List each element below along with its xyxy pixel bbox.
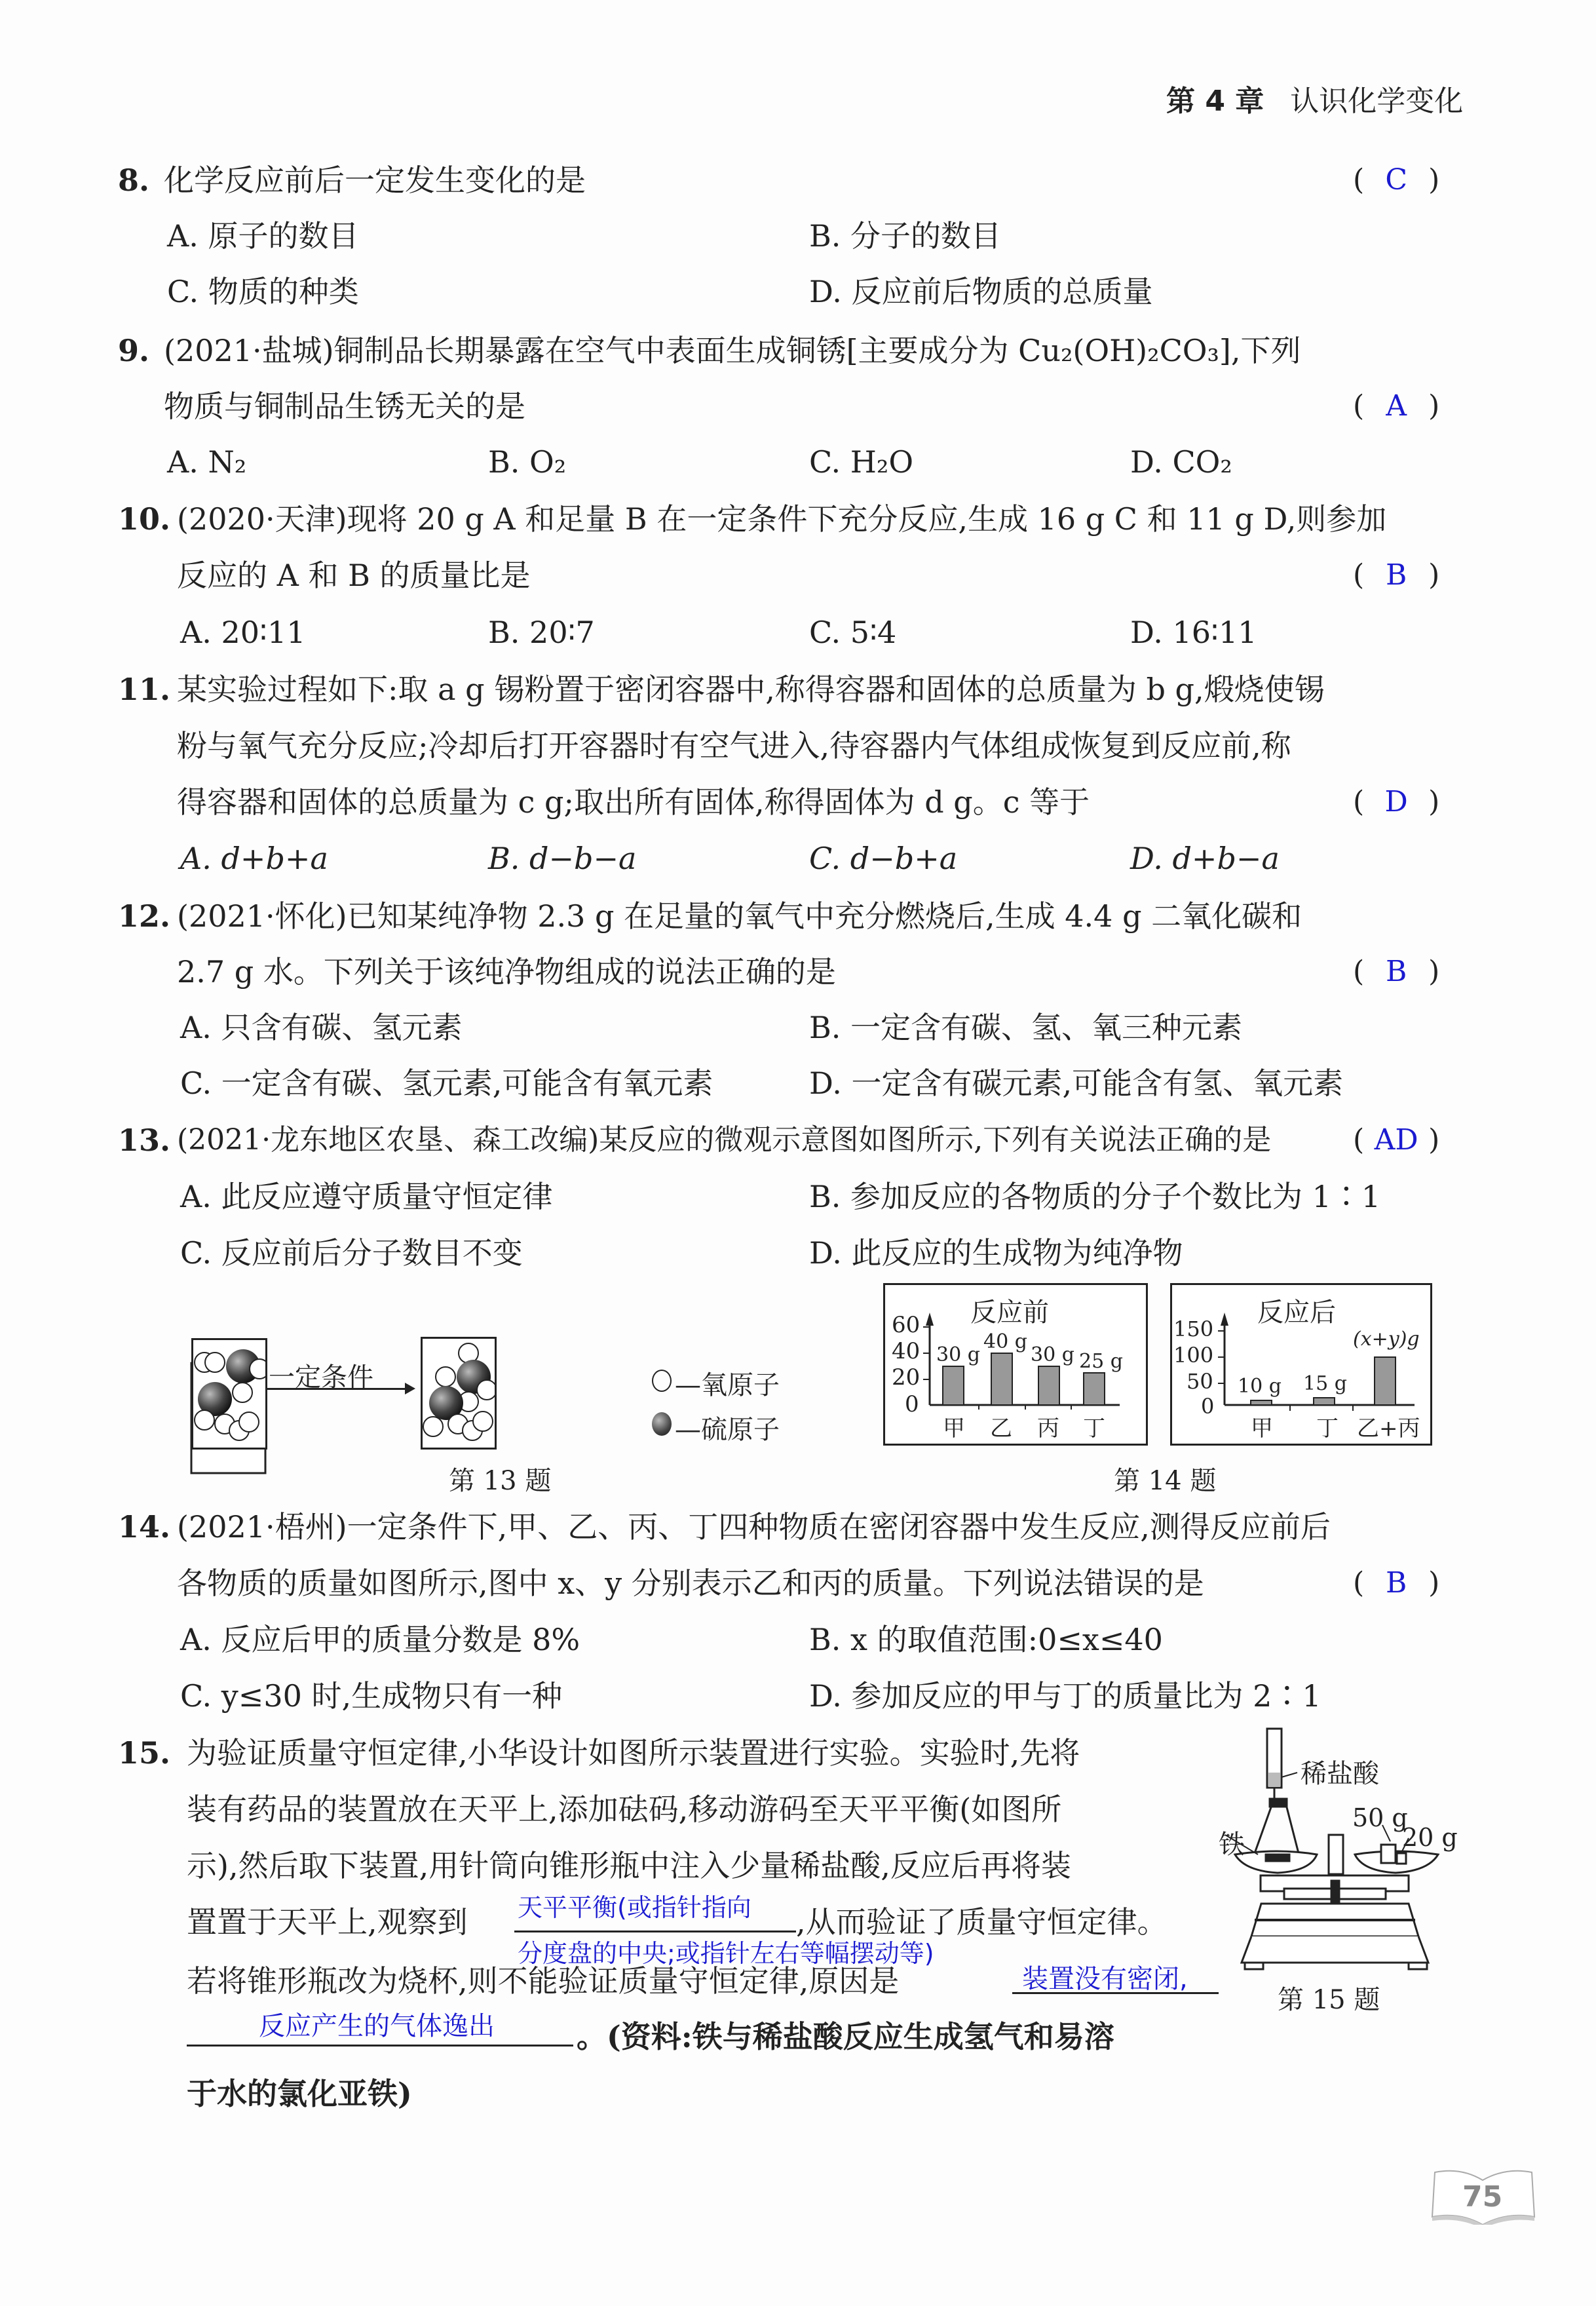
- answer-value: B: [1385, 1566, 1407, 1600]
- question-text: 示),然后取下装置,用针筒向锥形瓶中注入少量稀盐酸,反应后再将装: [187, 1848, 1071, 1883]
- question-text: 置置于天平上,观察到: [187, 1904, 468, 1940]
- option-c: C. H₂O: [809, 444, 914, 480]
- option-b: B. 分子的数目: [809, 218, 1002, 254]
- svg-text:20: 20: [892, 1364, 921, 1391]
- question-stem: 各物质的质量如图所示,图中 x、y 分别表示乙和丙的质量。下列说法错误的是: [177, 1566, 1204, 1601]
- answer-value: B: [1385, 558, 1407, 592]
- answer-value: A: [1386, 389, 1407, 423]
- page-number-badge: [1428, 2166, 1540, 2225]
- arrow-head-icon: [405, 1383, 415, 1394]
- option-d: D. 反应前后物质的总质量: [809, 274, 1153, 309]
- option-d: D. 一定含有碳元素,可能含有氢、氧元素: [809, 1066, 1344, 1101]
- option-b: B. 一定含有碳、氢、氧三种元素: [809, 1010, 1243, 1045]
- question-stem: 得容器和固体的总质量为 c g;取出所有固体,称得固体为 d g。c 等于: [177, 784, 1090, 820]
- answer-blank-2: [1012, 1992, 1219, 1994]
- before-reaction-box: [191, 1338, 267, 1450]
- svg-text:丁: 丁: [1083, 1415, 1105, 1442]
- question-text: 为验证质量守恒定律,小华设计如图所示装置进行实验。实验时,先将: [187, 1735, 1080, 1771]
- label-weight-50g: 50 g: [1352, 1803, 1408, 1832]
- question-text: 装有药品的装置放在天平上,添加砝码,移动游码至天平平衡(如图所: [187, 1792, 1062, 1827]
- bar-chart-after: [1172, 1285, 1430, 1444]
- answer-blank-1-line1: 天平平衡(或指针指向: [518, 1893, 751, 1922]
- legend-sulfur: —硫原子: [675, 1415, 780, 1445]
- option-d: D. 16∶11: [1130, 615, 1257, 650]
- bar-chart-before: [885, 1285, 1146, 1444]
- option-c: C. 5∶4: [809, 615, 897, 650]
- svg-text:(x+y)g: (x+y)g: [1353, 1328, 1420, 1351]
- question-stem: (2021·怀化)已知某纯净物 2.3 g 在足量的氧气中充分燃烧后,生成 4.4 g 二氧化碳和: [177, 898, 1302, 934]
- chart-title: 反应后: [1257, 1297, 1336, 1328]
- option-b: B. O₂: [488, 444, 567, 480]
- question-stem: (2021·梧州)一定条件下,甲、乙、丙、丁四种物质在密闭容器中发生反应,测得反应前后: [177, 1509, 1331, 1545]
- answer-bracket: ( AD ): [1353, 1121, 1439, 1160]
- svg-text:乙: 乙: [990, 1415, 1012, 1442]
- label-dilute-hcl: 稀盐酸: [1301, 1759, 1379, 1789]
- svg-text:乙+丙: 乙+丙: [1357, 1415, 1420, 1442]
- legend-oxygen: —氧原子: [675, 1370, 780, 1400]
- molecules-before: [193, 1340, 265, 1448]
- question-number: 8.: [118, 163, 150, 198]
- option-d: D. 参加反应的甲与丁的质量比为 2∶1: [809, 1678, 1321, 1714]
- chart-before: [883, 1283, 1148, 1446]
- svg-text:丙: 丙: [1037, 1415, 1059, 1442]
- answer-bracket: ( B ): [1353, 1564, 1439, 1603]
- question-stem: 反应的 A 和 B 的质量比是: [177, 558, 531, 593]
- option-c: C. y≤30 时,生成物只有一种: [180, 1678, 563, 1714]
- option-c: C. 一定含有碳、氢元素,可能含有氧元素: [180, 1066, 713, 1101]
- figure-14-caption: 第 14 题: [1114, 1466, 1217, 1496]
- question-stem: (2020·天津)现将 20 g A 和足量 B 在一定条件下充分反应,生成 16 g C 和 11 g D,则参加: [177, 501, 1387, 537]
- answer-blank-2-line1: 装置没有密闭,: [1022, 1964, 1188, 1994]
- answer-blank-2-line2: 反应产生的气体逸出: [259, 2011, 495, 2041]
- svg-text:30 g: 30 g: [936, 1343, 980, 1366]
- question-number: 9.: [118, 333, 150, 368]
- svg-text:10 g: 10 g: [1238, 1375, 1282, 1398]
- question-text: 于水的氯化亚铁): [187, 2076, 412, 2111]
- option-a: A. 20∶11: [180, 615, 306, 650]
- page-number: 75: [1462, 2180, 1503, 2214]
- question-text: 。(资料:铁与稀盐酸反应生成氢气和易溶: [577, 2019, 1114, 2054]
- option-c: C. 反应前后分子数目不变: [180, 1235, 523, 1271]
- svg-text:150: 150: [1173, 1316, 1214, 1341]
- question-number: 11.: [118, 672, 171, 707]
- question-number: 12.: [118, 898, 171, 934]
- option-a: A. 原子的数目: [167, 218, 359, 254]
- question-stem: 2.7 g 水。下列关于该纯净物组成的说法正确的是: [177, 954, 836, 990]
- option-c: C. 物质的种类: [167, 274, 359, 309]
- svg-text:0: 0: [905, 1391, 919, 1417]
- question-number: 13.: [118, 1123, 171, 1158]
- question-text: ,从而验证了质量守恒定律。: [796, 1904, 1168, 1940]
- chapter-number: 第 4 章: [1166, 85, 1264, 118]
- question-number: 15.: [118, 1735, 171, 1771]
- figure-15-caption: 第 15 题: [1278, 1985, 1380, 2015]
- question-stem: 某实验过程如下:取 a g 锡粉置于密闭容器中,称得容器和固体的总质量为 b g,煅烧使锡: [177, 672, 1325, 707]
- molecules-after: [423, 1339, 495, 1448]
- question-stem: 粉与氧气充分反应;冷却后打开容器时有空气进入,待容器内气体组成恢复到反应前,称: [177, 728, 1291, 763]
- answer-bracket: ( B ): [1353, 556, 1439, 595]
- svg-text:40 g: 40 g: [983, 1330, 1027, 1353]
- after-reaction-box: [421, 1337, 497, 1450]
- question-stem: 化学反应前后一定发生变化的是: [164, 163, 586, 198]
- answer-value: D: [1384, 785, 1408, 818]
- question-number: 10.: [118, 501, 171, 537]
- chart-title: 反应前: [970, 1297, 1049, 1328]
- svg-text:0: 0: [1201, 1394, 1215, 1419]
- question-text: 若将锥形瓶改为烧杯,则不能验证质量守恒定律,原因是: [187, 1963, 900, 1999]
- svg-text:甲: 甲: [1251, 1415, 1273, 1442]
- question-number: 14.: [118, 1509, 171, 1545]
- answer-bracket: ( A ): [1353, 387, 1439, 426]
- option-b: B. d−b−a: [488, 841, 637, 876]
- question-stem: 物质与铜制品生锈无关的是: [164, 389, 525, 424]
- svg-text:甲: 甲: [943, 1415, 965, 1442]
- sulfur-atom-icon: [652, 1412, 672, 1436]
- option-d: D. d+b−a: [1130, 841, 1280, 876]
- option-b: B. 参加反应的各物质的分子个数比为 1∶1: [809, 1179, 1381, 1214]
- svg-text:50: 50: [1187, 1369, 1213, 1394]
- answer-value: B: [1385, 955, 1407, 988]
- reaction-condition: 一定条件: [269, 1362, 373, 1393]
- label-weight-20g: 20 g: [1402, 1823, 1458, 1852]
- label-iron: 铁: [1219, 1830, 1245, 1860]
- chapter-title: 认识化学变化: [1290, 85, 1464, 118]
- svg-text:25 g: 25 g: [1079, 1350, 1123, 1373]
- answer-blank-1: [514, 1931, 796, 1932]
- oxygen-atom-icon: [652, 1370, 672, 1392]
- answer-bracket: ( D ): [1353, 782, 1439, 822]
- figure-13-caption: 第 13 题: [449, 1466, 552, 1496]
- svg-text:40: 40: [892, 1338, 921, 1364]
- option-b: B. x 的取值范围:0≤x≤40: [809, 1622, 1163, 1657]
- svg-text:60: 60: [892, 1312, 921, 1338]
- answer-bracket: ( C ): [1353, 161, 1439, 200]
- svg-text:30 g: 30 g: [1031, 1343, 1074, 1366]
- option-a: A. 只含有碳、氢元素: [180, 1010, 463, 1045]
- svg-text:15 g: 15 g: [1303, 1372, 1347, 1395]
- option-a: A. 此反应遵守质量守恒定律: [180, 1179, 553, 1214]
- option-b: B. 20∶7: [488, 615, 595, 650]
- question-stem: (2021·龙东地区农垦、森工改编)某反应的微观示意图如图所示,下列有关说法正确的是: [177, 1123, 1272, 1157]
- chapter-header: [1166, 77, 1463, 119]
- svg-text:丁: 丁: [1316, 1415, 1339, 1442]
- svg-text:100: 100: [1173, 1343, 1214, 1368]
- reaction-diagram: [183, 1330, 839, 1481]
- option-a: A. 反应后甲的质量分数是 8%: [180, 1622, 580, 1657]
- option-a: A. N₂: [167, 444, 247, 480]
- answer-value: C: [1385, 163, 1407, 197]
- chart-after: [1170, 1283, 1432, 1446]
- option-d: D. CO₂: [1130, 444, 1232, 480]
- option-d: D. 此反应的生成物为纯净物: [809, 1235, 1183, 1271]
- answer-bracket: ( B ): [1353, 952, 1439, 991]
- question-stem: (2021·盐城)铜制品长期暴露在空气中表面生成铜锈[主要成分为 Cu₂(OH)₂CO₃],下列: [164, 333, 1301, 368]
- option-c: C. d−b+a: [809, 841, 958, 876]
- answer-value: AD: [1374, 1123, 1418, 1157]
- answer-blank-1-line2: 分度盘的中央;或指针左右等幅摆动等): [518, 1939, 934, 1968]
- option-a: A. d+b+a: [180, 841, 328, 876]
- answer-blank-2-continued: [187, 2045, 573, 2047]
